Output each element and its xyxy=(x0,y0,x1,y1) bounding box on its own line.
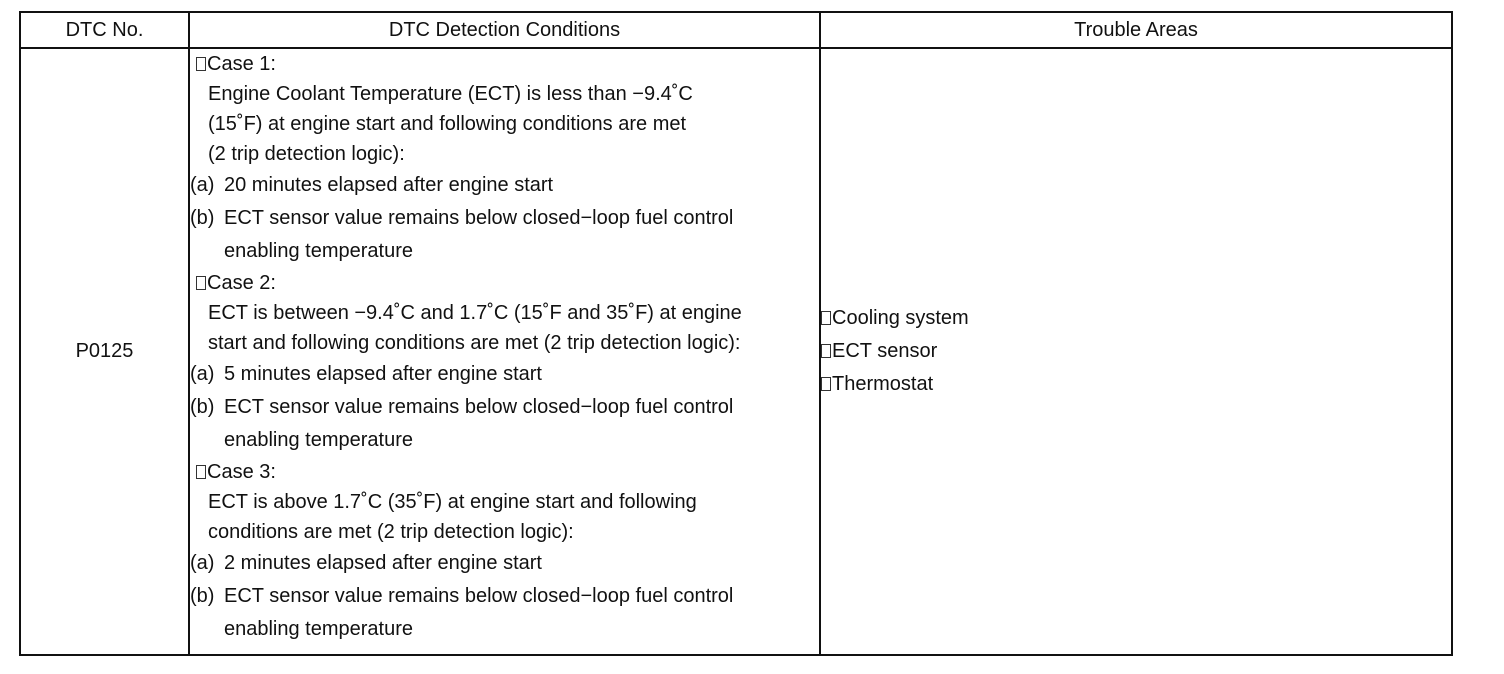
checkbox-square-icon xyxy=(196,57,206,71)
step-marker: (b) xyxy=(190,585,215,607)
condition-step xyxy=(190,391,819,457)
case-label: Case 3: xyxy=(190,457,819,487)
condition-step xyxy=(190,358,819,391)
step-marker: (b) xyxy=(190,396,215,418)
step-marker: (a) xyxy=(190,552,215,574)
case-description-line: (2 trip detection logic): xyxy=(208,143,405,165)
step-text: 2 minutes elapsed after engine start xyxy=(224,552,542,574)
header-detection-conditions: DTC Detection Conditions xyxy=(189,12,820,48)
trouble-areas-cell xyxy=(820,48,1452,655)
step-text: ECT sensor value remains below closed−loop fuel control xyxy=(224,585,734,607)
step-text: enabling temperature xyxy=(224,618,414,640)
checkbox-square-icon xyxy=(821,311,831,325)
condition-step xyxy=(190,169,819,202)
step-text: enabling temperature xyxy=(224,240,414,262)
trouble-area-item: ECT sensor xyxy=(821,335,1451,368)
case-description-line: start and following conditions are met (2 trip detection logic): xyxy=(208,332,741,354)
step-text: ECT sensor value remains below closed−loop fuel control xyxy=(224,396,734,418)
dtc-table xyxy=(19,11,1453,656)
condition-step xyxy=(190,580,819,646)
step-marker: (b) xyxy=(190,207,215,229)
dtc-code: P0125 xyxy=(20,48,189,655)
case-description-line: ECT is above 1.7˚C (35˚F) at engine start and following xyxy=(208,491,697,513)
detection-conditions-cell xyxy=(189,48,820,655)
step-marker: (a) xyxy=(190,174,215,196)
trouble-area-item: Thermostat xyxy=(821,368,1451,401)
condition-step xyxy=(190,547,819,580)
step-text: 20 minutes elapsed after engine start xyxy=(224,174,554,196)
trouble-area-item: Cooling system xyxy=(821,302,1451,335)
case-label: Case 2: xyxy=(190,268,819,298)
case-description-line: Engine Coolant Temperature (ECT) is less than −9.4˚C xyxy=(208,83,693,105)
table-row xyxy=(20,48,1452,655)
header-row xyxy=(20,12,1452,48)
condition-step xyxy=(190,202,819,268)
step-text: ECT sensor value remains below closed−loop fuel control xyxy=(224,207,734,229)
case-description-line: conditions are met (2 trip detection logic): xyxy=(208,521,574,543)
case-2 xyxy=(190,268,819,457)
step-text: 5 minutes elapsed after engine start xyxy=(224,363,542,385)
step-text: enabling temperature xyxy=(224,429,414,451)
case-3 xyxy=(190,457,819,646)
checkbox-square-icon xyxy=(196,465,206,479)
header-dtc-no: DTC No. xyxy=(20,12,189,48)
case-label: Case 1: xyxy=(190,49,819,79)
header-trouble-areas: Trouble Areas xyxy=(820,12,1452,48)
step-marker: (a) xyxy=(190,363,215,385)
case-1 xyxy=(190,49,819,268)
checkbox-square-icon xyxy=(821,344,831,358)
case-description-line: (15˚F) at engine start and following conditions are met xyxy=(208,113,687,135)
checkbox-square-icon xyxy=(196,276,206,290)
case-description-line: ECT is between −9.4˚C and 1.7˚C (15˚F and 35˚F) at engine xyxy=(208,302,742,324)
checkbox-square-icon xyxy=(821,377,831,391)
